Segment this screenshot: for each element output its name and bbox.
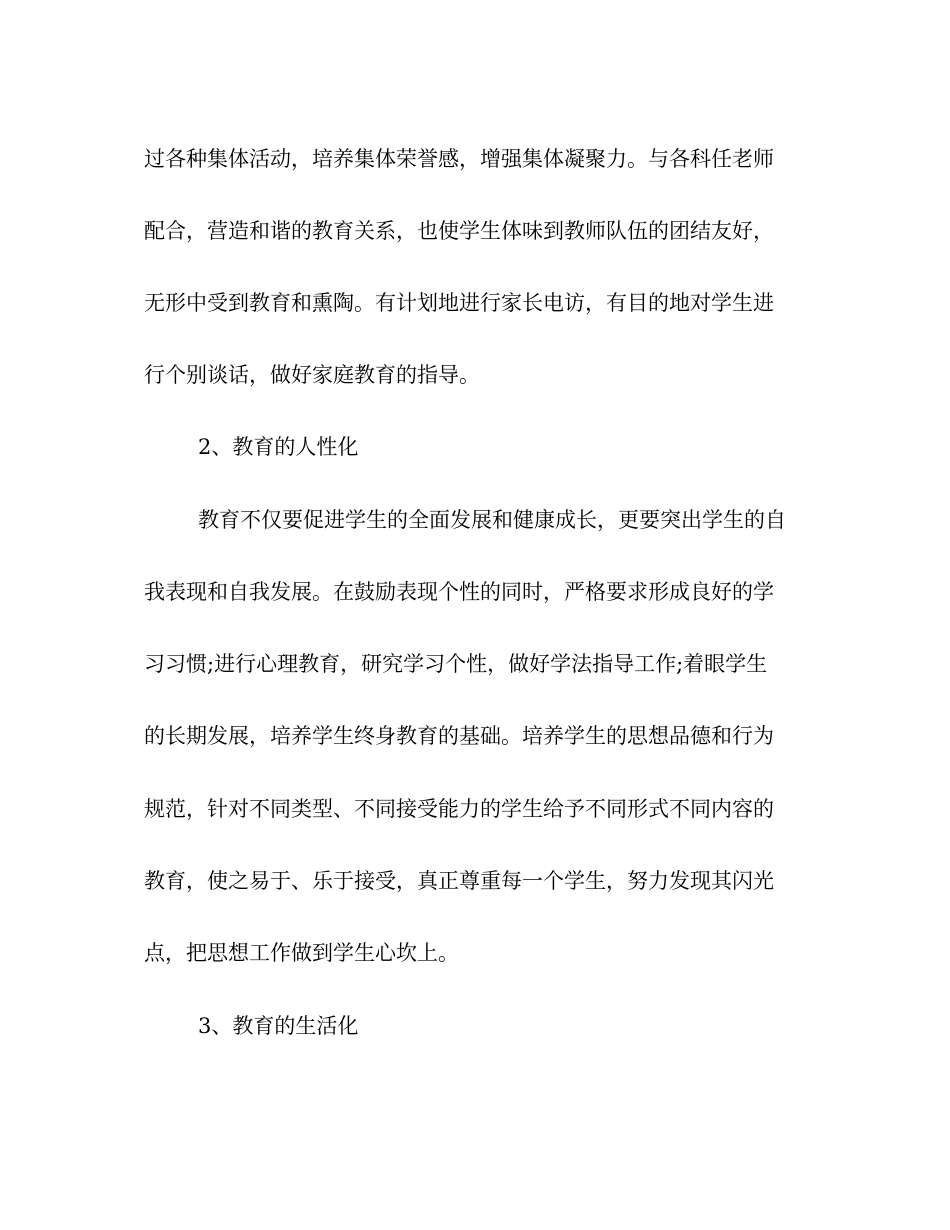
section-heading-2: 2、教育的人性化 — [198, 435, 359, 459]
paragraph-line-1: 过各种集体活动，培养集体荣誉感，增强集体凝聚力。与各科任老师 — [144, 147, 774, 171]
paragraph-line-3: 无形中受到教育和熏陶。有计划地进行家长电访，有目的地对学生进 — [144, 291, 774, 315]
paragraph-line-6: 教育不仅要促进学生的全面发展和健康成长，更要突出学生的自 — [198, 508, 786, 532]
paragraph-line-10: 规范，针对不同类型、不同接受能力的学生给予不同形式不同内容的 — [144, 797, 774, 821]
paragraph-line-2: 配合，营造和谐的教育关系，也使学生体味到教师队伍的团结友好， — [144, 219, 774, 243]
paragraph-line-12: 点，把思想工作做到学生心坎上。 — [144, 941, 459, 965]
section-heading-3: 3、教育的生活化 — [198, 1014, 359, 1038]
paragraph-line-11: 教育，使之易于、乐于接受，真正尊重每一个学生，努力发现其闪光 — [144, 869, 774, 893]
paragraph-line-4: 行个别谈话，做好家庭教育的指导。 — [144, 363, 480, 387]
paragraph-line-9: 的长期发展，培养学生终身教育的基础。培养学生的思想品德和行为 — [144, 724, 774, 748]
paragraph-line-8: 习习惯;进行心理教育，研究学习个性，做好学法指导工作;着眼学生 — [144, 652, 768, 676]
paragraph-line-7: 我表现和自我发展。在鼓励表现个性的同时，严格要求形成良好的学 — [144, 580, 774, 604]
